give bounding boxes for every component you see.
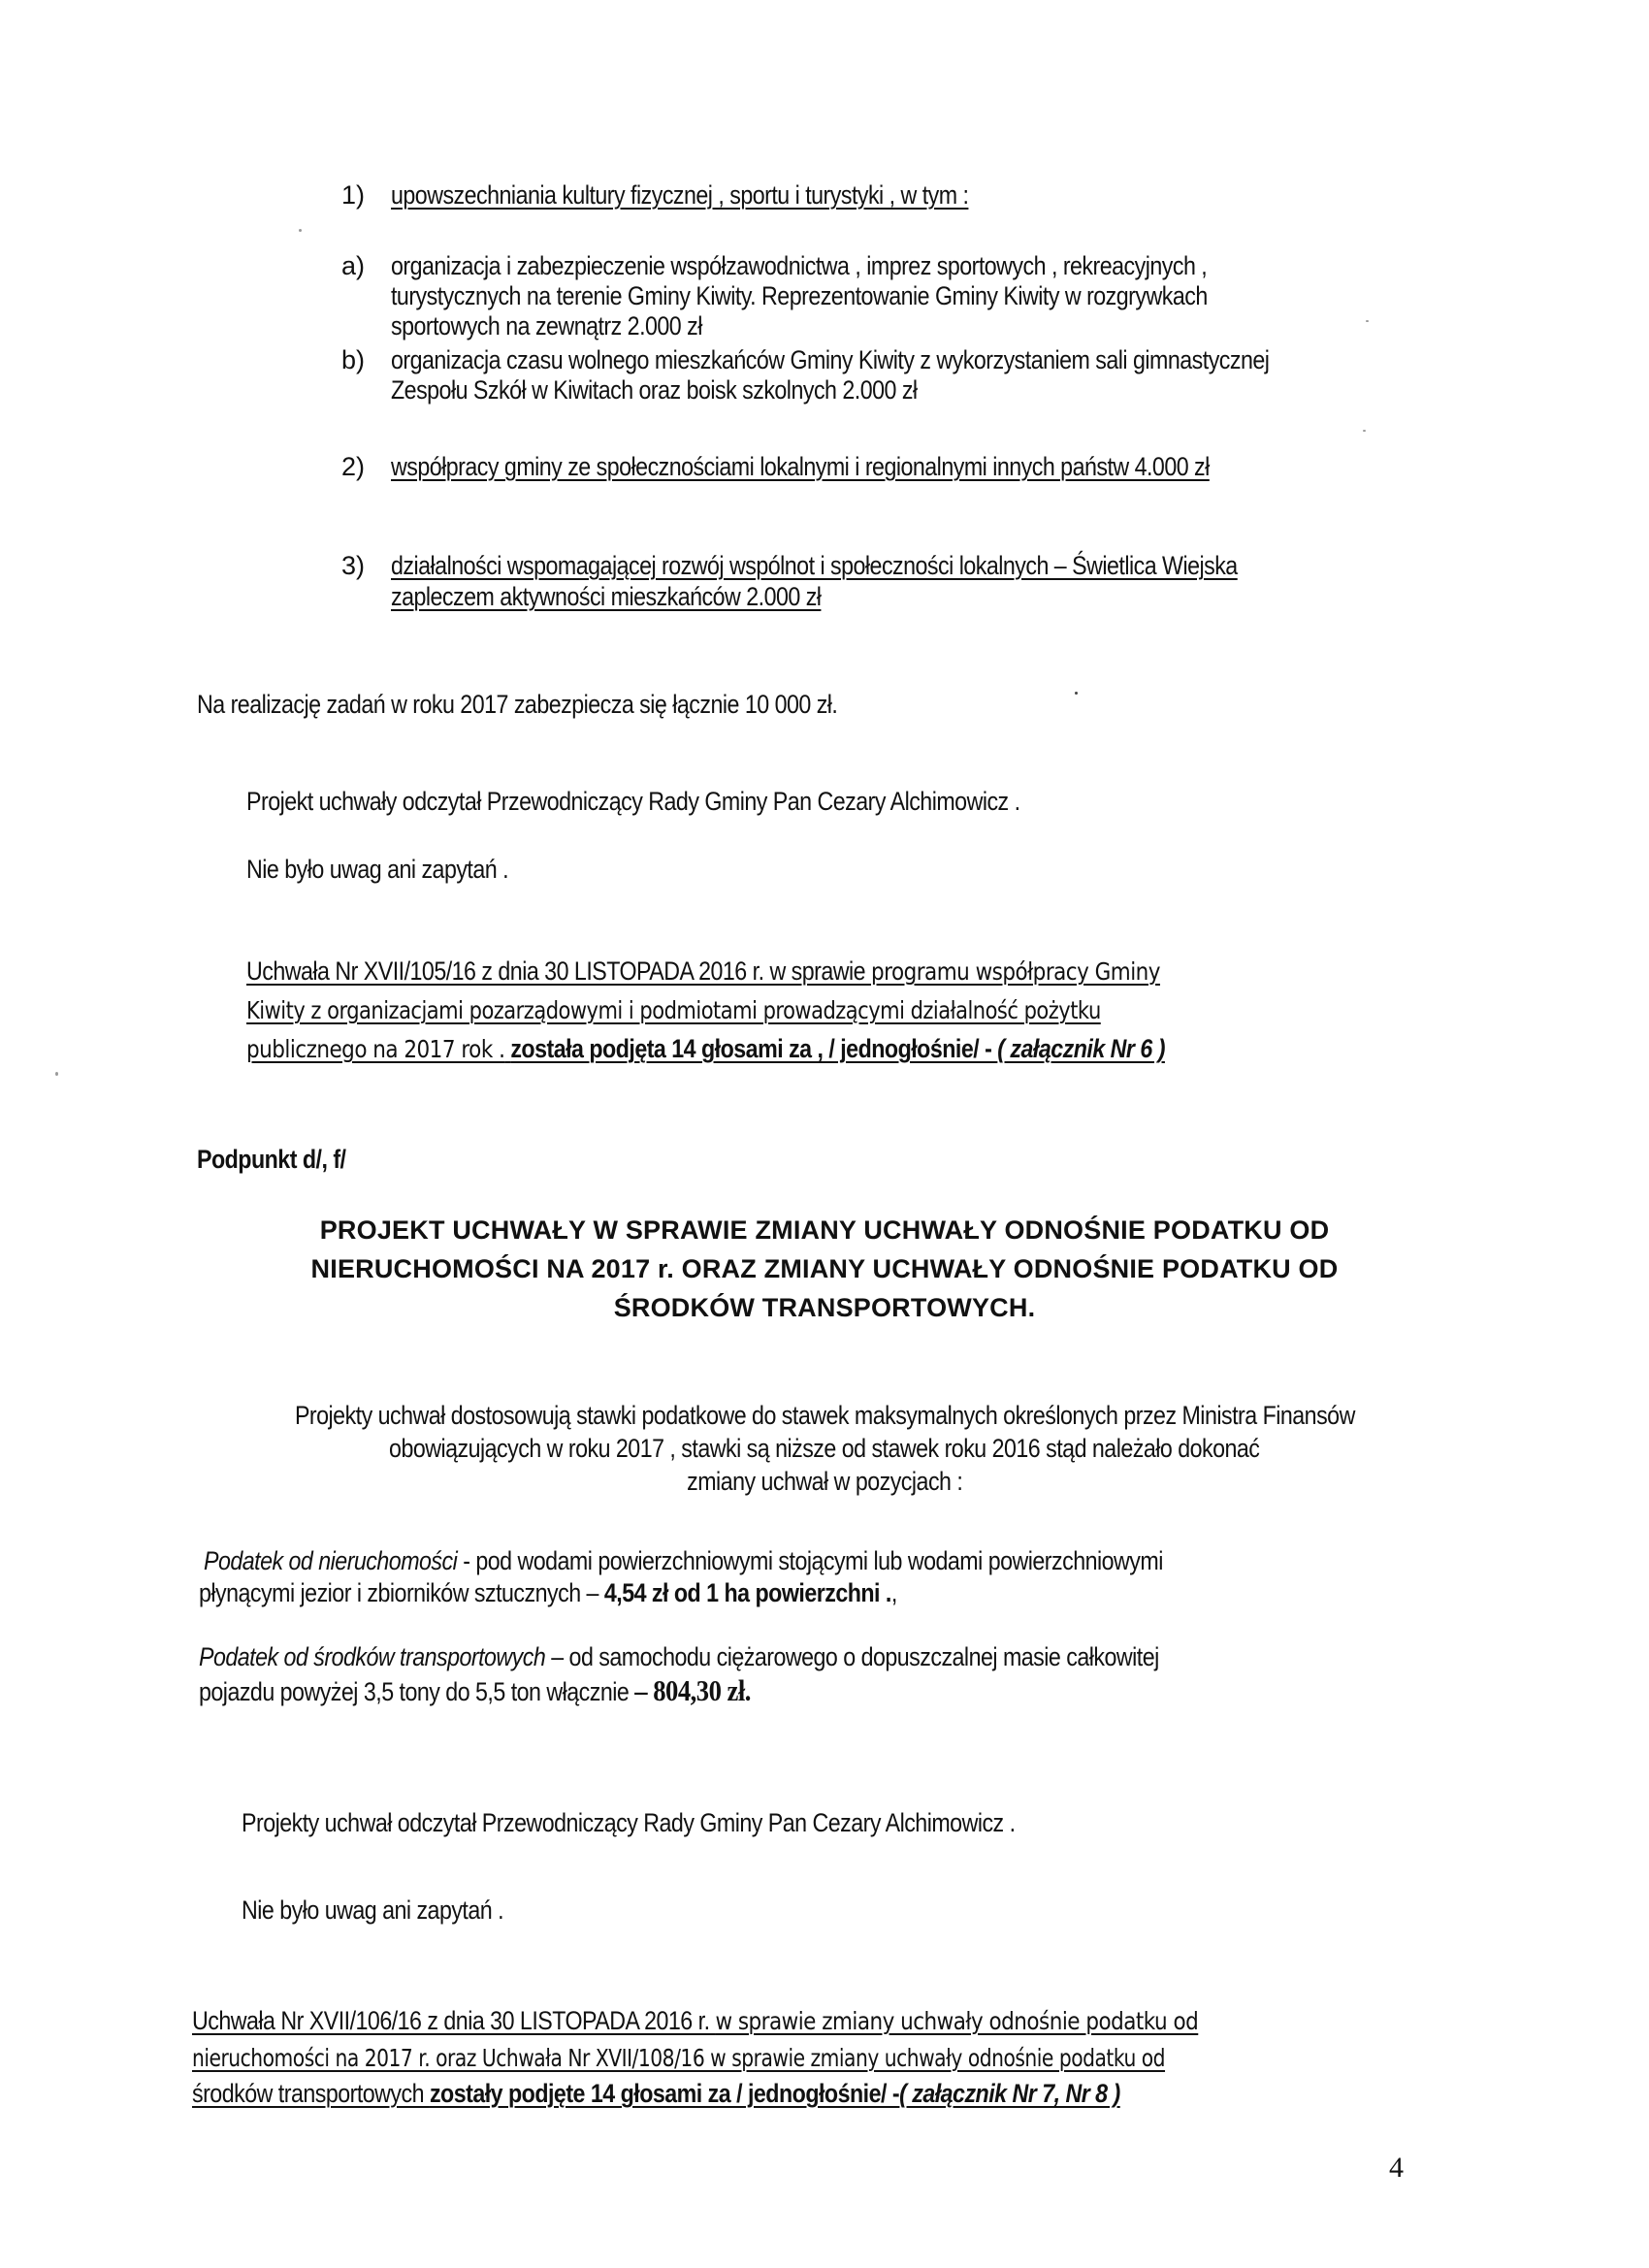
intro-line (0, 1432, 1649, 1465)
list-number: 1) (341, 180, 366, 210)
list-item-1a-line: turystycznych na terenie Gminy Kiwity. Reprezentowanie Gminy Kiwity w rozgrywkach (391, 281, 1208, 310)
intro-line (0, 1399, 1649, 1432)
total-funding: Na realizację zadań w roku 2017 zabezpiecza się łącznie 10 000 zł. (197, 690, 838, 719)
resolution-106-line (192, 2079, 1120, 2109)
transport-tax-desc: pojazdu powyżej 3,5 tony do 5,5 ton włącznie (199, 1677, 635, 1706)
transport-tax-label: Podatek od środków transportowych (199, 1642, 546, 1671)
read-by-statement: Projekt uchwały odczytał Przewodniczący Rady Gminy Pan Cezary Alchimowicz . (246, 787, 1020, 816)
resolution-105-line (246, 1034, 1165, 1064)
property-tax-rate: 4,54 zł od 1 ha powierzchni . (603, 1578, 891, 1607)
resolution-106-part: środków transportowych (192, 2079, 430, 2108)
list-item-3-line: działalności wspomagającej rozwój wspólnot i społeczności lokalnych – Świetlica Wiejska (391, 551, 1238, 580)
list-item-1-text: upowszechniania kultury fizycznej , sportu i turystyki , w tym : (391, 180, 969, 210)
scan-speck (299, 229, 302, 232)
scan-speck (1363, 430, 1366, 432)
resolution-105-result: została podjęta 14 głosami za , / jednogłośnie/ - (510, 1034, 998, 1063)
resolution-105-part: Uchwała Nr XVII/105/16 z dnia 30 LISTOPADA 2016 r. w sprawie (246, 956, 871, 986)
intro-text: Projekty uchwał dostosowują stawki podatkowe do stawek maksymalnych określonych przez Ministra Finansów (294, 1401, 1355, 1430)
list-number: 2) (341, 452, 366, 481)
list-item-1a-line: sportowych na zewnątrz 2.000 zł (391, 311, 702, 340)
scan-speck (55, 1072, 58, 1076)
list-number: 3) (341, 551, 366, 580)
transport-tax-rate: – 804,30 zł. (634, 1673, 751, 1707)
resolution-105-line: Kiwity z organizacjami pozarządowymi i podmiotami prowadzącymi działalność pożytku (246, 996, 1101, 1024)
resolution-106-line: nieruchomości na 2017 r. oraz Uchwała Nr XVII/108/16 w sprawie zmiany uchwały odnośnie podatku od (192, 2044, 1166, 2072)
resolution-106-part: Uchwała Nr XVII/106/16 z dnia 30 LISTOPADA 2016 r. (192, 2006, 716, 2035)
list-letter: a) (341, 251, 366, 280)
list-item-1b-line: Zespołu Szkół w Kiwitach oraz boisk szkolnych 2.000 zł (391, 375, 918, 405)
attachment-ref: ( załącznik Nr 6 ) (997, 1034, 1165, 1063)
subpoint-label: Podpunkt d/, f/ (197, 1145, 346, 1174)
resolution-105-part: publicznego na 2017 rok . (246, 1035, 505, 1063)
page-number: 4 (1389, 2152, 1404, 2184)
resolution-106-line (192, 2006, 1198, 2036)
transport-tax-line (199, 1675, 751, 1707)
transport-tax-line (199, 1642, 1159, 1672)
property-tax-label: Podatek od nieruchomości (204, 1546, 458, 1575)
section-heading-line: ŚRODKÓW TRANSPORTOWYCH. (613, 1293, 1036, 1322)
intro-text: obowiązujących w roku 2017 , stawki są niższe od stawek roku 2016 stąd należało dokonać (389, 1434, 1260, 1463)
property-tax-line (204, 1546, 1163, 1576)
property-tax-desc: płynącymi jezior i zbiorników sztucznych – (199, 1578, 604, 1607)
property-tax-punct: , (890, 1578, 897, 1607)
no-remarks-statement: Nie było uwag ani zapytań . (242, 1895, 504, 1925)
section-heading-line: PROJEKT UCHWAŁY W SPRAWIE ZMIANY UCHWAŁY ODNOŚNIE PODATKU OD (319, 1215, 1330, 1245)
intro-text: zmiany uchwał w pozycjach : (686, 1467, 963, 1496)
section-heading-line: NIERUCHOMOŚCI NA 2017 r. ORAZ ZMIANY UCHWAŁY ODNOŚNIE PODATKU OD (310, 1254, 1339, 1283)
list-item-2-text: współpracy gminy ze społecznościami lokalnymi i regionalnymi innych państw 4.000 zł (391, 452, 1210, 481)
scan-speck (1366, 320, 1369, 322)
attachment-ref: ( załącznik Nr 7, Nr 8 ) (899, 2079, 1120, 2108)
transport-tax-desc: – od samochodu ciężarowego o dopuszczalnej masie całkowitej (545, 1642, 1159, 1671)
list-item-3-line: zapleczem aktywności mieszkańców 2.000 zł (391, 582, 822, 611)
property-tax-desc: - pod wodami powierzchniowymi stojącymi lub wodami powierzchniowymi (457, 1546, 1163, 1575)
scan-speck (1075, 692, 1078, 695)
resolution-105-part: programu współpracy Gminy (870, 957, 1160, 986)
intro-line (0, 1465, 1649, 1498)
no-remarks-statement: Nie było uwag ani zapytań . (246, 855, 509, 884)
resolution-106-result: zostały podjęte 14 głosami za / jednogłośnie/ - (429, 2079, 900, 2108)
list-letter: b) (341, 345, 366, 374)
resolution-106-part: w sprawie zmiany uchwały odnośnie podatku od (715, 2007, 1199, 2035)
list-item-1b-line: organizacja czasu wolnego mieszkańców Gminy Kiwity z wykorzystaniem sali gimnastycznej (391, 345, 1270, 374)
list-item-1a-line: organizacja i zabezpieczenie współzawodnictwa , imprez sportowych , rekreacyjnych , (391, 251, 1208, 280)
resolution-105-line (246, 956, 1160, 987)
property-tax-line (199, 1578, 897, 1608)
read-by-statement: Projekty uchwał odczytał Przewodniczący Rady Gminy Pan Cezary Alchimowicz . (242, 1808, 1016, 1837)
